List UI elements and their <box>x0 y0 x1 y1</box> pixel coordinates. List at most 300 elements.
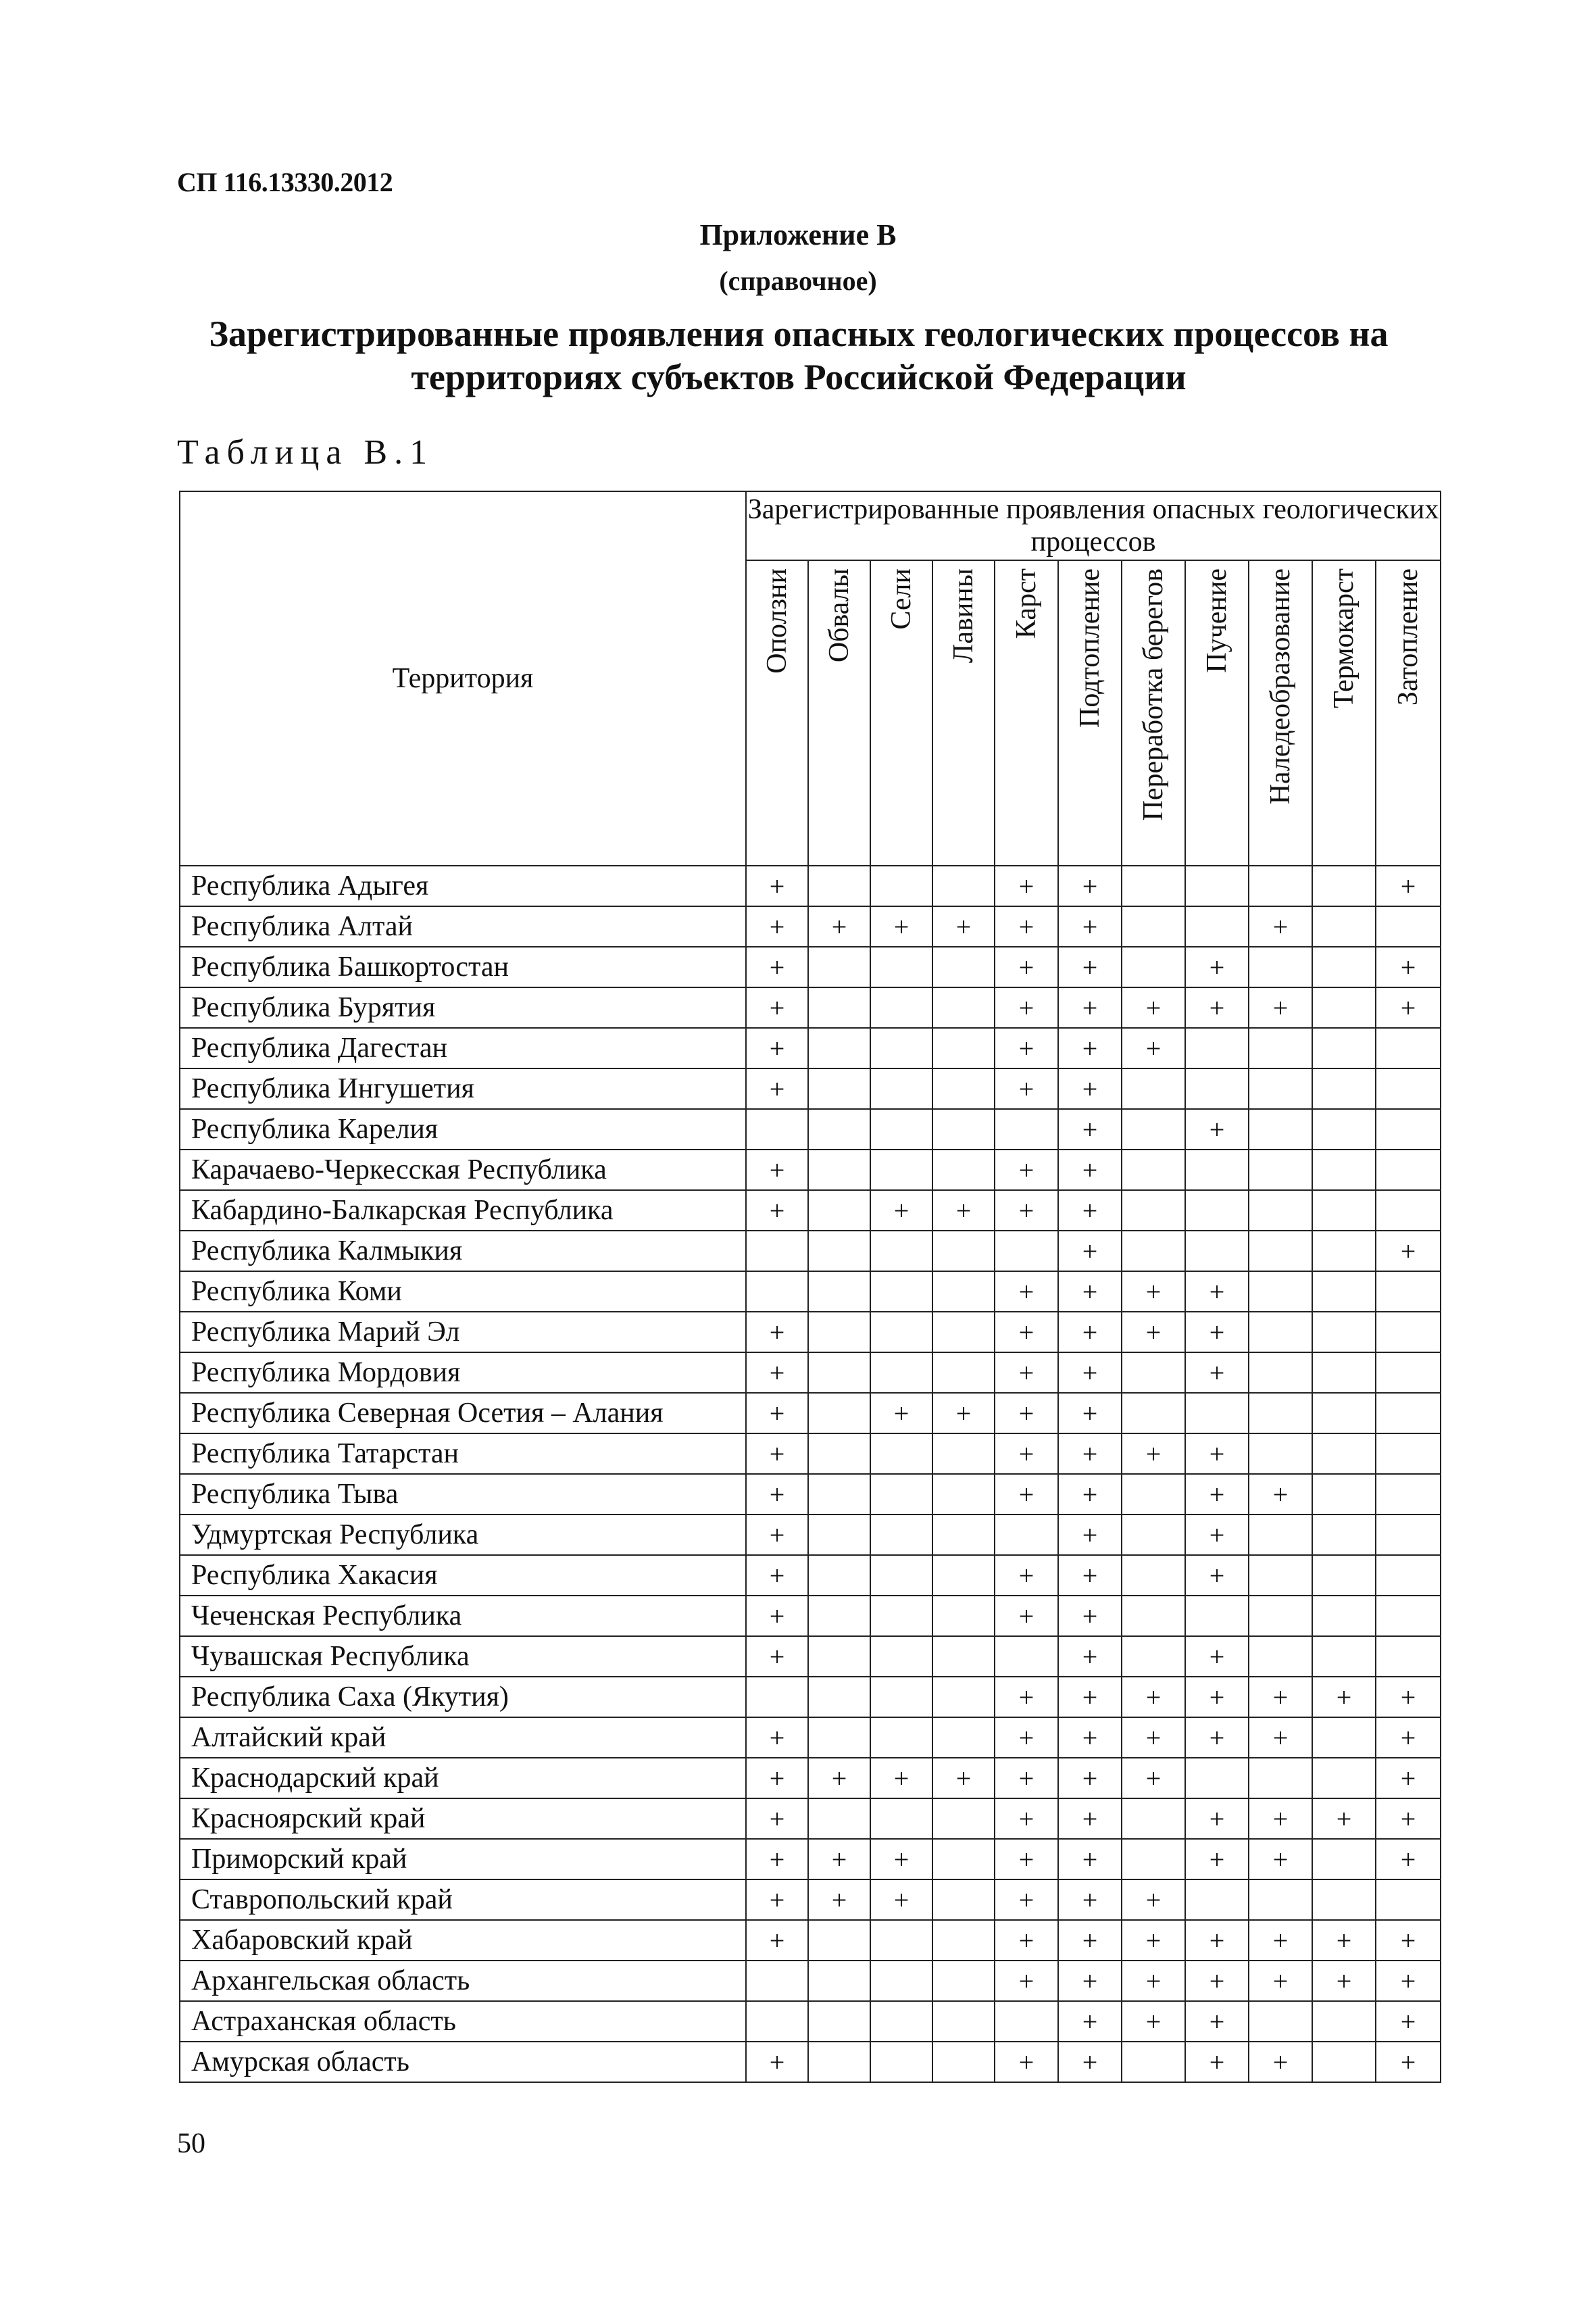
territory-name: Республика Мордовия <box>180 1352 746 1393</box>
process-mark-cell: + <box>808 906 870 947</box>
process-mark-cell: + <box>1185 1920 1249 1961</box>
column-header <box>1122 560 1185 866</box>
process-mark-cell <box>1249 1109 1312 1150</box>
process-mark-cell <box>932 1798 995 1839</box>
table-row <box>180 1515 1441 1555</box>
processes-group-header: Зарегистрированные проявления опасных геологических процессов <box>746 491 1441 560</box>
process-mark-cell <box>870 1433 932 1474</box>
process-mark-cell <box>995 1109 1058 1150</box>
process-mark-cell: + <box>995 1758 1058 1798</box>
process-mark-cell: + <box>1185 1433 1249 1474</box>
territory-name: Республика Дагестан <box>180 1028 746 1068</box>
process-mark-cell: + <box>995 906 1058 947</box>
process-mark-cell <box>1122 1636 1185 1677</box>
process-mark-cell <box>1249 1028 1312 1068</box>
process-mark-cell: + <box>1185 1474 1249 1515</box>
column-header-label: Обвалы <box>824 568 855 663</box>
process-mark-cell <box>1249 1758 1312 1798</box>
process-mark-cell: + <box>746 1068 808 1109</box>
table-row <box>180 1474 1441 1515</box>
process-mark-cell <box>870 1636 932 1677</box>
column-header-label: Сели <box>886 568 917 630</box>
process-mark-cell: + <box>746 1474 808 1515</box>
process-mark-cell: + <box>1058 987 1122 1028</box>
process-mark-cell <box>1185 1758 1249 1798</box>
process-mark-cell: + <box>995 1150 1058 1190</box>
process-mark-cell <box>870 1352 932 1393</box>
process-mark-cell: + <box>1185 1352 1249 1393</box>
process-mark-cell <box>1312 1596 1376 1636</box>
process-mark-cell <box>1312 906 1376 947</box>
table-row <box>180 906 1441 947</box>
table-row <box>180 1839 1441 1879</box>
column-header-label: Затопление <box>1393 568 1424 706</box>
process-mark-cell <box>1122 1231 1185 1271</box>
process-mark-cell: + <box>746 1798 808 1839</box>
process-mark-cell: + <box>746 1555 808 1596</box>
process-mark-cell: + <box>1058 1109 1122 1150</box>
process-mark-cell: + <box>870 906 932 947</box>
process-mark-cell <box>1185 1231 1249 1271</box>
process-mark-cell <box>932 1596 995 1636</box>
process-mark-cell: + <box>995 987 1058 1028</box>
process-mark-cell: + <box>1312 1677 1376 1717</box>
process-mark-cell: + <box>1376 1961 1441 2001</box>
territory-name: Республика Башкортостан <box>180 947 746 987</box>
process-mark-cell <box>932 1879 995 1920</box>
territory-name: Республика Тыва <box>180 1474 746 1515</box>
process-mark-cell: + <box>1058 1596 1122 1636</box>
table-row <box>180 1393 1441 1433</box>
process-mark-cell <box>746 1271 808 1312</box>
process-mark-cell: + <box>1249 1798 1312 1839</box>
main-title-line-1: Зарегистрированные проявления опасных геологических процессов на <box>209 314 1389 354</box>
process-mark-cell: + <box>995 1312 1058 1352</box>
process-mark-cell <box>1122 1596 1185 1636</box>
process-mark-cell: + <box>1376 1677 1441 1717</box>
process-mark-cell: + <box>995 1271 1058 1312</box>
process-mark-cell: + <box>1058 1717 1122 1758</box>
column-header <box>1376 560 1441 866</box>
process-mark-cell <box>1312 1312 1376 1352</box>
process-mark-cell: + <box>1058 1068 1122 1109</box>
process-mark-cell <box>932 2042 995 2082</box>
process-mark-cell <box>1249 1190 1312 1231</box>
process-mark-cell <box>1249 1433 1312 1474</box>
process-mark-cell <box>1376 1312 1441 1352</box>
column-header <box>1249 560 1312 866</box>
process-mark-cell <box>1122 1839 1185 1879</box>
process-mark-cell <box>808 1109 870 1150</box>
process-mark-cell <box>808 1028 870 1068</box>
process-mark-cell: + <box>1185 2001 1249 2042</box>
territory-name: Республика Татарстан <box>180 1433 746 1474</box>
process-mark-cell <box>1312 1271 1376 1312</box>
process-mark-cell: + <box>1312 1920 1376 1961</box>
process-mark-cell <box>808 1474 870 1515</box>
column-header-label: Подтопление <box>1074 568 1105 728</box>
process-mark-cell: + <box>746 1515 808 1555</box>
territory-name: Чеченская Республика <box>180 1596 746 1636</box>
process-mark-cell <box>870 987 932 1028</box>
process-mark-cell <box>1376 1068 1441 1109</box>
process-mark-cell <box>870 1474 932 1515</box>
process-mark-cell <box>746 1677 808 1717</box>
process-mark-cell: + <box>1312 1798 1376 1839</box>
process-mark-cell <box>1249 1555 1312 1596</box>
process-mark-cell <box>995 1636 1058 1677</box>
process-mark-cell: + <box>995 1596 1058 1636</box>
process-mark-cell: + <box>1058 1961 1122 2001</box>
column-header-label: Пучение <box>1201 568 1232 673</box>
process-mark-cell: + <box>1249 1961 1312 2001</box>
process-mark-cell: + <box>746 987 808 1028</box>
process-mark-cell <box>1376 1190 1441 1231</box>
process-mark-cell: + <box>995 866 1058 906</box>
process-mark-cell <box>1249 947 1312 987</box>
column-header <box>870 560 932 866</box>
process-mark-cell: + <box>1249 1474 1312 1515</box>
table-row <box>180 1433 1441 1474</box>
process-mark-cell <box>1249 1231 1312 1271</box>
process-mark-cell: + <box>746 906 808 947</box>
territory-name: Республика Адыгея <box>180 866 746 906</box>
process-mark-cell <box>1185 1393 1249 1433</box>
process-mark-cell <box>1122 947 1185 987</box>
process-mark-cell: + <box>1376 1839 1441 1879</box>
process-mark-cell: + <box>1122 1717 1185 1758</box>
process-mark-cell: + <box>1185 2042 1249 2082</box>
process-mark-cell: + <box>1185 1677 1249 1717</box>
process-mark-cell: + <box>995 1352 1058 1393</box>
process-mark-cell <box>746 1231 808 1271</box>
process-mark-cell <box>808 2001 870 2042</box>
process-mark-cell: + <box>1185 1798 1249 1839</box>
process-mark-cell <box>1122 1393 1185 1433</box>
process-mark-cell: + <box>746 1879 808 1920</box>
process-mark-cell <box>1376 1433 1441 1474</box>
process-mark-cell <box>1249 2001 1312 2042</box>
process-mark-cell: + <box>1376 1920 1441 1961</box>
process-mark-cell: + <box>1058 1190 1122 1231</box>
table-row <box>180 1677 1441 1717</box>
process-mark-cell <box>1249 1636 1312 1677</box>
process-mark-cell: + <box>746 1596 808 1636</box>
process-mark-cell: + <box>1249 1839 1312 1879</box>
process-mark-cell <box>870 1717 932 1758</box>
process-mark-cell: + <box>1122 1961 1185 2001</box>
process-mark-cell: + <box>1058 1393 1122 1433</box>
process-mark-cell <box>1185 1028 1249 1068</box>
process-mark-cell: + <box>1185 1717 1249 1758</box>
process-mark-cell: + <box>1058 1515 1122 1555</box>
process-mark-cell <box>1376 1150 1441 1190</box>
column-header <box>932 560 995 866</box>
table-row <box>180 1555 1441 1596</box>
process-mark-cell: + <box>1185 1636 1249 1677</box>
process-mark-cell <box>808 1231 870 1271</box>
process-mark-cell <box>1249 1352 1312 1393</box>
process-mark-cell: + <box>870 1393 932 1433</box>
process-mark-cell <box>808 1717 870 1758</box>
territory-name: Республика Хакасия <box>180 1555 746 1596</box>
territory-name: Астраханская область <box>180 2001 746 2042</box>
territory-name: Республика Северная Осетия – Алания <box>180 1393 746 1433</box>
process-mark-cell <box>1312 1231 1376 1271</box>
process-mark-cell <box>746 1109 808 1150</box>
process-mark-cell: + <box>870 1190 932 1231</box>
process-mark-cell: + <box>1376 987 1441 1028</box>
process-mark-cell: + <box>995 1555 1058 1596</box>
process-mark-cell <box>870 1150 932 1190</box>
process-mark-cell <box>995 1515 1058 1555</box>
process-mark-cell: + <box>746 1393 808 1433</box>
process-mark-cell <box>1312 1474 1376 1515</box>
page-number: 50 <box>177 2128 205 2159</box>
process-mark-cell <box>1312 866 1376 906</box>
process-mark-cell <box>808 2042 870 2082</box>
territory-name: Краснодарский край <box>180 1758 746 1798</box>
process-mark-cell: + <box>1185 1312 1249 1352</box>
process-mark-cell: + <box>1122 1758 1185 1798</box>
process-mark-cell <box>932 1150 995 1190</box>
process-mark-cell: + <box>746 1150 808 1190</box>
process-mark-cell <box>932 1515 995 1555</box>
process-mark-cell: + <box>1058 1677 1122 1717</box>
table-row <box>180 1190 1441 1231</box>
process-mark-cell <box>808 1555 870 1596</box>
process-mark-cell: + <box>1058 2001 1122 2042</box>
process-mark-cell <box>932 1109 995 1150</box>
process-mark-cell <box>1185 1190 1249 1231</box>
table-row <box>180 987 1441 1028</box>
process-mark-cell: + <box>1058 866 1122 906</box>
territory-name: Республика Алтай <box>180 906 746 947</box>
process-mark-cell <box>870 947 932 987</box>
process-mark-cell: + <box>995 1190 1058 1231</box>
table-row <box>180 1352 1441 1393</box>
process-mark-cell: + <box>1058 1474 1122 1515</box>
process-mark-cell <box>1122 1109 1185 1150</box>
process-mark-cell: + <box>746 1717 808 1758</box>
process-mark-cell: + <box>1249 987 1312 1028</box>
territory-name: Алтайский край <box>180 1717 746 1758</box>
process-mark-cell <box>1249 1393 1312 1433</box>
process-mark-cell: + <box>1122 987 1185 1028</box>
process-mark-cell <box>870 866 932 906</box>
territory-name: Республика Коми <box>180 1271 746 1312</box>
process-mark-cell: + <box>746 1312 808 1352</box>
process-mark-cell <box>1312 987 1376 1028</box>
process-mark-cell <box>1185 1150 1249 1190</box>
process-mark-cell <box>1122 1068 1185 1109</box>
process-mark-cell: + <box>1249 1717 1312 1758</box>
territory-name: Ставропольский край <box>180 1879 746 1920</box>
process-mark-cell <box>808 1920 870 1961</box>
territory-name: Удмуртская Республика <box>180 1515 746 1555</box>
process-mark-cell <box>932 1920 995 1961</box>
processes-table <box>179 491 1441 2083</box>
process-mark-cell: + <box>746 1433 808 1474</box>
process-mark-cell <box>1376 906 1441 947</box>
territory-name: Архангельская область <box>180 1961 746 2001</box>
table-row <box>180 1068 1441 1109</box>
process-mark-cell: + <box>1122 1677 1185 1717</box>
process-mark-cell <box>808 1677 870 1717</box>
process-mark-cell <box>932 1433 995 1474</box>
process-mark-cell: + <box>746 947 808 987</box>
process-mark-cell <box>1376 1109 1441 1150</box>
process-mark-cell <box>932 1028 995 1068</box>
process-mark-cell: + <box>1058 1636 1122 1677</box>
process-mark-cell <box>932 1312 995 1352</box>
process-mark-cell: + <box>1249 1920 1312 1961</box>
process-mark-cell: + <box>995 1393 1058 1433</box>
process-mark-cell: + <box>746 1839 808 1879</box>
process-mark-cell <box>1312 1758 1376 1798</box>
process-mark-cell: + <box>1122 1433 1185 1474</box>
process-mark-cell <box>1122 2042 1185 2082</box>
process-mark-cell: + <box>1058 1433 1122 1474</box>
territory-name: Республика Саха (Якутия) <box>180 1677 746 1717</box>
process-mark-cell <box>808 987 870 1028</box>
territory-name: Чувашская Республика <box>180 1636 746 1677</box>
process-mark-cell: + <box>1376 1717 1441 1758</box>
process-mark-cell <box>1376 1636 1441 1677</box>
process-mark-cell: + <box>1058 2042 1122 2082</box>
process-mark-cell <box>1376 1879 1441 1920</box>
territory-name: Амурская область <box>180 2042 746 2082</box>
process-mark-cell <box>870 1028 932 1068</box>
process-mark-cell: + <box>1185 987 1249 1028</box>
process-mark-cell <box>870 2042 932 2082</box>
process-mark-cell <box>808 1352 870 1393</box>
column-header-label: Лавины <box>948 568 979 664</box>
process-mark-cell <box>932 1961 995 2001</box>
territory-name: Республика Бурятия <box>180 987 746 1028</box>
process-mark-cell <box>808 1798 870 1839</box>
table-row <box>180 1312 1441 1352</box>
process-mark-cell: + <box>1376 2001 1441 2042</box>
table-row <box>180 1596 1441 1636</box>
process-mark-cell: + <box>746 866 808 906</box>
process-mark-cell <box>808 1150 870 1190</box>
process-mark-cell <box>870 1961 932 2001</box>
process-mark-cell <box>1122 1352 1185 1393</box>
process-mark-cell: + <box>1058 1839 1122 1879</box>
process-mark-cell <box>1122 1555 1185 1596</box>
process-mark-cell <box>932 1717 995 1758</box>
process-mark-cell <box>1249 1271 1312 1312</box>
table-row <box>180 1879 1441 1920</box>
territory-name: Республика Карелия <box>180 1109 746 1150</box>
process-mark-cell <box>932 1231 995 1271</box>
process-mark-cell <box>870 2001 932 2042</box>
appendix-note: (справочное) <box>719 266 877 296</box>
table-row <box>180 866 1441 906</box>
territory-name: Республика Калмыкия <box>180 1231 746 1271</box>
table-row <box>180 1758 1441 1798</box>
table-row <box>180 947 1441 987</box>
territory-name: Хабаровский край <box>180 1920 746 1961</box>
process-mark-cell <box>746 1961 808 2001</box>
process-mark-cell <box>870 1109 932 1150</box>
process-mark-cell: + <box>1376 866 1441 906</box>
territory-name: Приморский край <box>180 1839 746 1879</box>
column-header <box>1185 560 1249 866</box>
process-mark-cell <box>1185 1068 1249 1109</box>
process-mark-cell: + <box>808 1839 870 1879</box>
process-mark-cell <box>870 1555 932 1596</box>
process-mark-cell <box>1312 1190 1376 1231</box>
process-mark-cell <box>932 866 995 906</box>
table-row <box>180 1231 1441 1271</box>
table-row <box>180 1961 1441 2001</box>
process-mark-cell <box>1312 2042 1376 2082</box>
column-header <box>1312 560 1376 866</box>
process-mark-cell <box>1122 1474 1185 1515</box>
table-body <box>180 866 1441 2082</box>
process-mark-cell <box>870 1231 932 1271</box>
process-mark-cell: + <box>995 947 1058 987</box>
process-mark-cell <box>1376 1028 1441 1068</box>
main-title-line-2: территориях субъектов Российской Федерации <box>411 357 1187 397</box>
process-mark-cell <box>1185 866 1249 906</box>
territory-name: Карачаево-Черкесская Республика <box>180 1150 746 1190</box>
process-mark-cell: + <box>1122 2001 1185 2042</box>
process-mark-cell: + <box>746 1352 808 1393</box>
process-mark-cell <box>1185 1596 1249 1636</box>
process-mark-cell <box>932 1636 995 1677</box>
column-header-label: Оползни <box>762 568 793 674</box>
process-mark-cell <box>1376 1393 1441 1433</box>
process-mark-cell: + <box>1185 1555 1249 1596</box>
table-row <box>180 1798 1441 1839</box>
process-mark-cell: + <box>995 1879 1058 1920</box>
process-mark-cell <box>1312 947 1376 987</box>
process-mark-cell <box>808 1636 870 1677</box>
process-mark-cell <box>1312 1839 1376 1879</box>
table-row <box>180 1717 1441 1758</box>
process-mark-cell: + <box>1376 1758 1441 1798</box>
process-mark-cell: + <box>932 1190 995 1231</box>
process-mark-cell <box>870 1271 932 1312</box>
table-row <box>180 1271 1441 1312</box>
process-mark-cell: + <box>1058 1271 1122 1312</box>
process-mark-cell <box>995 1231 1058 1271</box>
process-mark-cell: + <box>1376 947 1441 987</box>
process-mark-cell: + <box>1058 1150 1122 1190</box>
process-mark-cell <box>1376 1271 1441 1312</box>
process-mark-cell: + <box>746 2042 808 2082</box>
process-mark-cell: + <box>1249 1677 1312 1717</box>
process-mark-cell <box>1249 1068 1312 1109</box>
process-mark-cell <box>1312 1109 1376 1150</box>
process-mark-cell: + <box>1185 1961 1249 2001</box>
process-mark-cell <box>1312 2001 1376 2042</box>
process-mark-cell <box>870 1920 932 1961</box>
process-mark-cell <box>808 1433 870 1474</box>
process-mark-cell <box>1376 1596 1441 1636</box>
process-mark-cell <box>932 1271 995 1312</box>
column-header-label: Переработка берегов <box>1138 568 1169 821</box>
process-mark-cell: + <box>1058 1798 1122 1839</box>
territory-name: Кабардино-Балкарская Республика <box>180 1190 746 1231</box>
process-mark-cell <box>870 1798 932 1839</box>
process-mark-cell: + <box>995 1474 1058 1515</box>
process-mark-cell: + <box>1249 906 1312 947</box>
process-mark-cell <box>808 1068 870 1109</box>
